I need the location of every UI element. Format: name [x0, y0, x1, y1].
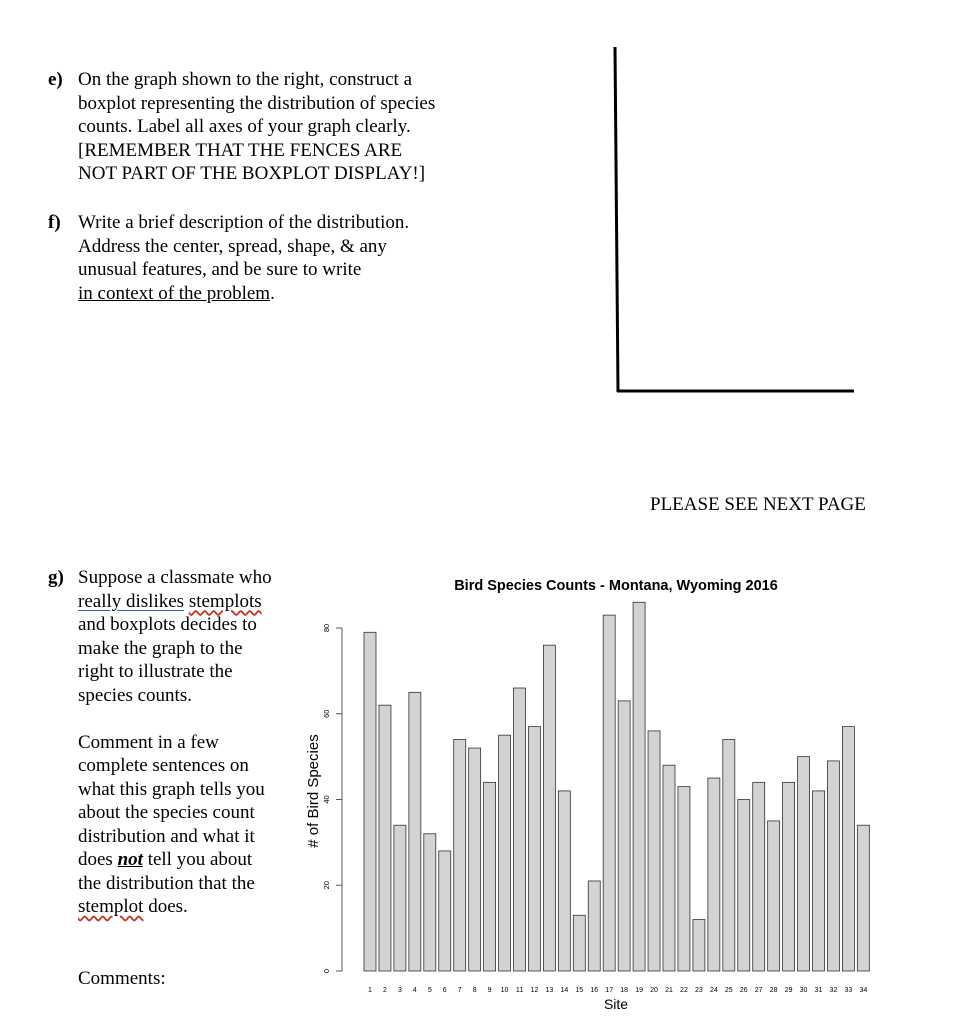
question-e-line: [REMEMBER THAT THE FENCES ARE: [78, 139, 403, 161]
stemplots-text: stemplots: [188, 590, 262, 612]
x-tick-label: 13: [545, 987, 554, 994]
x-tick-label: 8: [472, 987, 477, 994]
bar-site-20: [648, 731, 660, 971]
bar-site-2: [379, 705, 391, 971]
question-e-line: counts. Label all axes of your graph clearly.: [78, 116, 411, 137]
x-tick-label: 3: [397, 987, 402, 994]
bar-site-10: [499, 735, 511, 971]
question-g-line: Comment in a few: [78, 731, 219, 753]
bar-site-23: [693, 920, 705, 971]
stemplot-rest: does.: [148, 896, 188, 917]
y-tick-label: 0: [322, 968, 331, 974]
bar-site-32: [827, 761, 839, 971]
x-tick-label: 17: [605, 987, 614, 994]
question-e-line: On the graph shown to the right, construct a: [78, 69, 413, 90]
does-text: does: [78, 849, 113, 870]
x-tick-label: 2: [382, 987, 387, 994]
x-ticks: [368, 987, 867, 994]
question-e-line: boxplot representing the distribution of species: [78, 92, 436, 114]
bar-site-17: [603, 615, 615, 971]
bar-site-16: [588, 881, 600, 971]
stemplot-text: stemplot: [78, 896, 144, 917]
bar-site-1: [364, 632, 376, 971]
bar-site-11: [514, 688, 526, 971]
bar-site-6: [439, 851, 451, 971]
y-tick-label: 80: [322, 623, 331, 633]
question-f-label: f): [48, 212, 61, 233]
question-g-line: and boxplots decides to: [78, 614, 257, 635]
really-dislikes-text: really dislikes: [78, 590, 185, 612]
question-g-line: Suppose a classmate who: [78, 567, 272, 588]
bar-site-8: [469, 748, 481, 971]
y-ticks: [322, 624, 342, 973]
bar-site-27: [753, 782, 765, 971]
x-tick-label: 18: [620, 987, 629, 994]
context-underlined: in context of the problem: [78, 282, 271, 304]
x-tick-label: 16: [590, 987, 599, 994]
bar-site-29: [783, 782, 795, 971]
y-tick-label: 20: [322, 881, 331, 890]
x-tick-label: 21: [665, 987, 673, 994]
x-tick-label: 22: [680, 987, 688, 994]
question-g-line: the distribution that the: [78, 872, 255, 894]
y-tick-label: 40: [322, 795, 331, 804]
question-e-line: NOT PART OF THE BOXPLOT DISPLAY!]: [78, 163, 426, 184]
not-emphasis: not: [117, 849, 143, 870]
question-f-line: Write a brief description of the distribution.: [78, 212, 410, 233]
x-tick-label: 28: [769, 987, 778, 994]
bar-site-4: [409, 692, 421, 971]
question-e-label: e): [48, 69, 63, 90]
chart-x-axis-label: Site: [603, 996, 629, 1012]
x-tick-label: 6: [442, 987, 447, 994]
x-tick-label: 12: [530, 987, 539, 994]
bar-site-13: [543, 645, 555, 971]
x-tick-label: 11: [515, 987, 524, 994]
question-g-line: distribution and what it: [78, 825, 255, 847]
x-tick-label: 30: [799, 987, 808, 994]
question-g-line: make the graph to the: [78, 637, 243, 659]
x-tick-label: 15: [575, 987, 584, 994]
x-tick-label: 1: [368, 987, 372, 994]
bar-site-21: [663, 765, 675, 971]
x-tick-label: 29: [784, 987, 793, 994]
comments-label: Comments:: [78, 968, 166, 989]
bar-site-19: [633, 602, 645, 971]
bar-site-34: [857, 825, 869, 971]
x-tick-label: 24: [709, 987, 718, 994]
x-tick-label: 19: [635, 987, 643, 994]
tell-text: tell you about: [147, 849, 253, 870]
x-tick-label: 26: [739, 987, 748, 994]
bar-site-9: [484, 782, 496, 971]
bar-site-28: [768, 821, 780, 971]
chart-y-axis-label: # of Bird Species: [305, 734, 322, 848]
x-tick-label: 7: [457, 987, 462, 994]
bar-site-15: [573, 915, 585, 971]
x-tick-label: 20: [650, 987, 658, 994]
question-g-line: what this graph tells you: [78, 778, 265, 800]
question-f-line: unusual features, and be sure to write: [78, 259, 362, 280]
bar-site-3: [394, 825, 406, 971]
bar-site-12: [528, 727, 540, 971]
bars: [364, 602, 869, 971]
x-tick-label: 32: [829, 987, 838, 994]
question-g-line: complete sentences on: [78, 755, 249, 776]
x-tick-label: 4: [412, 987, 417, 994]
context-period: .: [270, 282, 275, 304]
bar-site-7: [454, 739, 466, 971]
bar-site-26: [738, 800, 750, 972]
bar-site-25: [723, 739, 735, 971]
question-f-line: Address the center, spread, shape, & any: [78, 235, 387, 257]
bar-site-14: [558, 791, 570, 971]
bar-site-5: [424, 834, 436, 971]
bar-site-31: [813, 791, 825, 971]
x-tick-label: 14: [560, 987, 569, 994]
chart-title: Bird Species Counts - Montana, Wyoming 2016: [454, 578, 778, 594]
x-tick-label: 31: [814, 987, 823, 994]
question-g-line: species counts.: [78, 684, 192, 706]
x-tick-label: 9: [487, 987, 492, 994]
x-tick-label: 34: [859, 987, 868, 994]
x-tick-label: 27: [754, 987, 763, 994]
bar-site-30: [798, 757, 810, 971]
x-tick-label: 23: [695, 987, 703, 994]
next-page-note: PLEASE SEE NEXT PAGE: [650, 494, 866, 515]
y-tick-label: 60: [322, 709, 331, 718]
question-g-line: about the species count: [78, 802, 255, 823]
x-tick-label: 5: [427, 987, 432, 994]
question-g-line: right to illustrate the: [78, 661, 233, 682]
bar-site-33: [842, 727, 854, 971]
x-tick-label: 33: [844, 987, 853, 994]
bar-site-18: [618, 701, 630, 971]
x-tick-label: 10: [500, 987, 509, 994]
bar-site-24: [708, 778, 720, 971]
question-g-label: g): [48, 567, 64, 588]
x-tick-label: 25: [724, 987, 733, 994]
bar-site-22: [678, 787, 690, 971]
